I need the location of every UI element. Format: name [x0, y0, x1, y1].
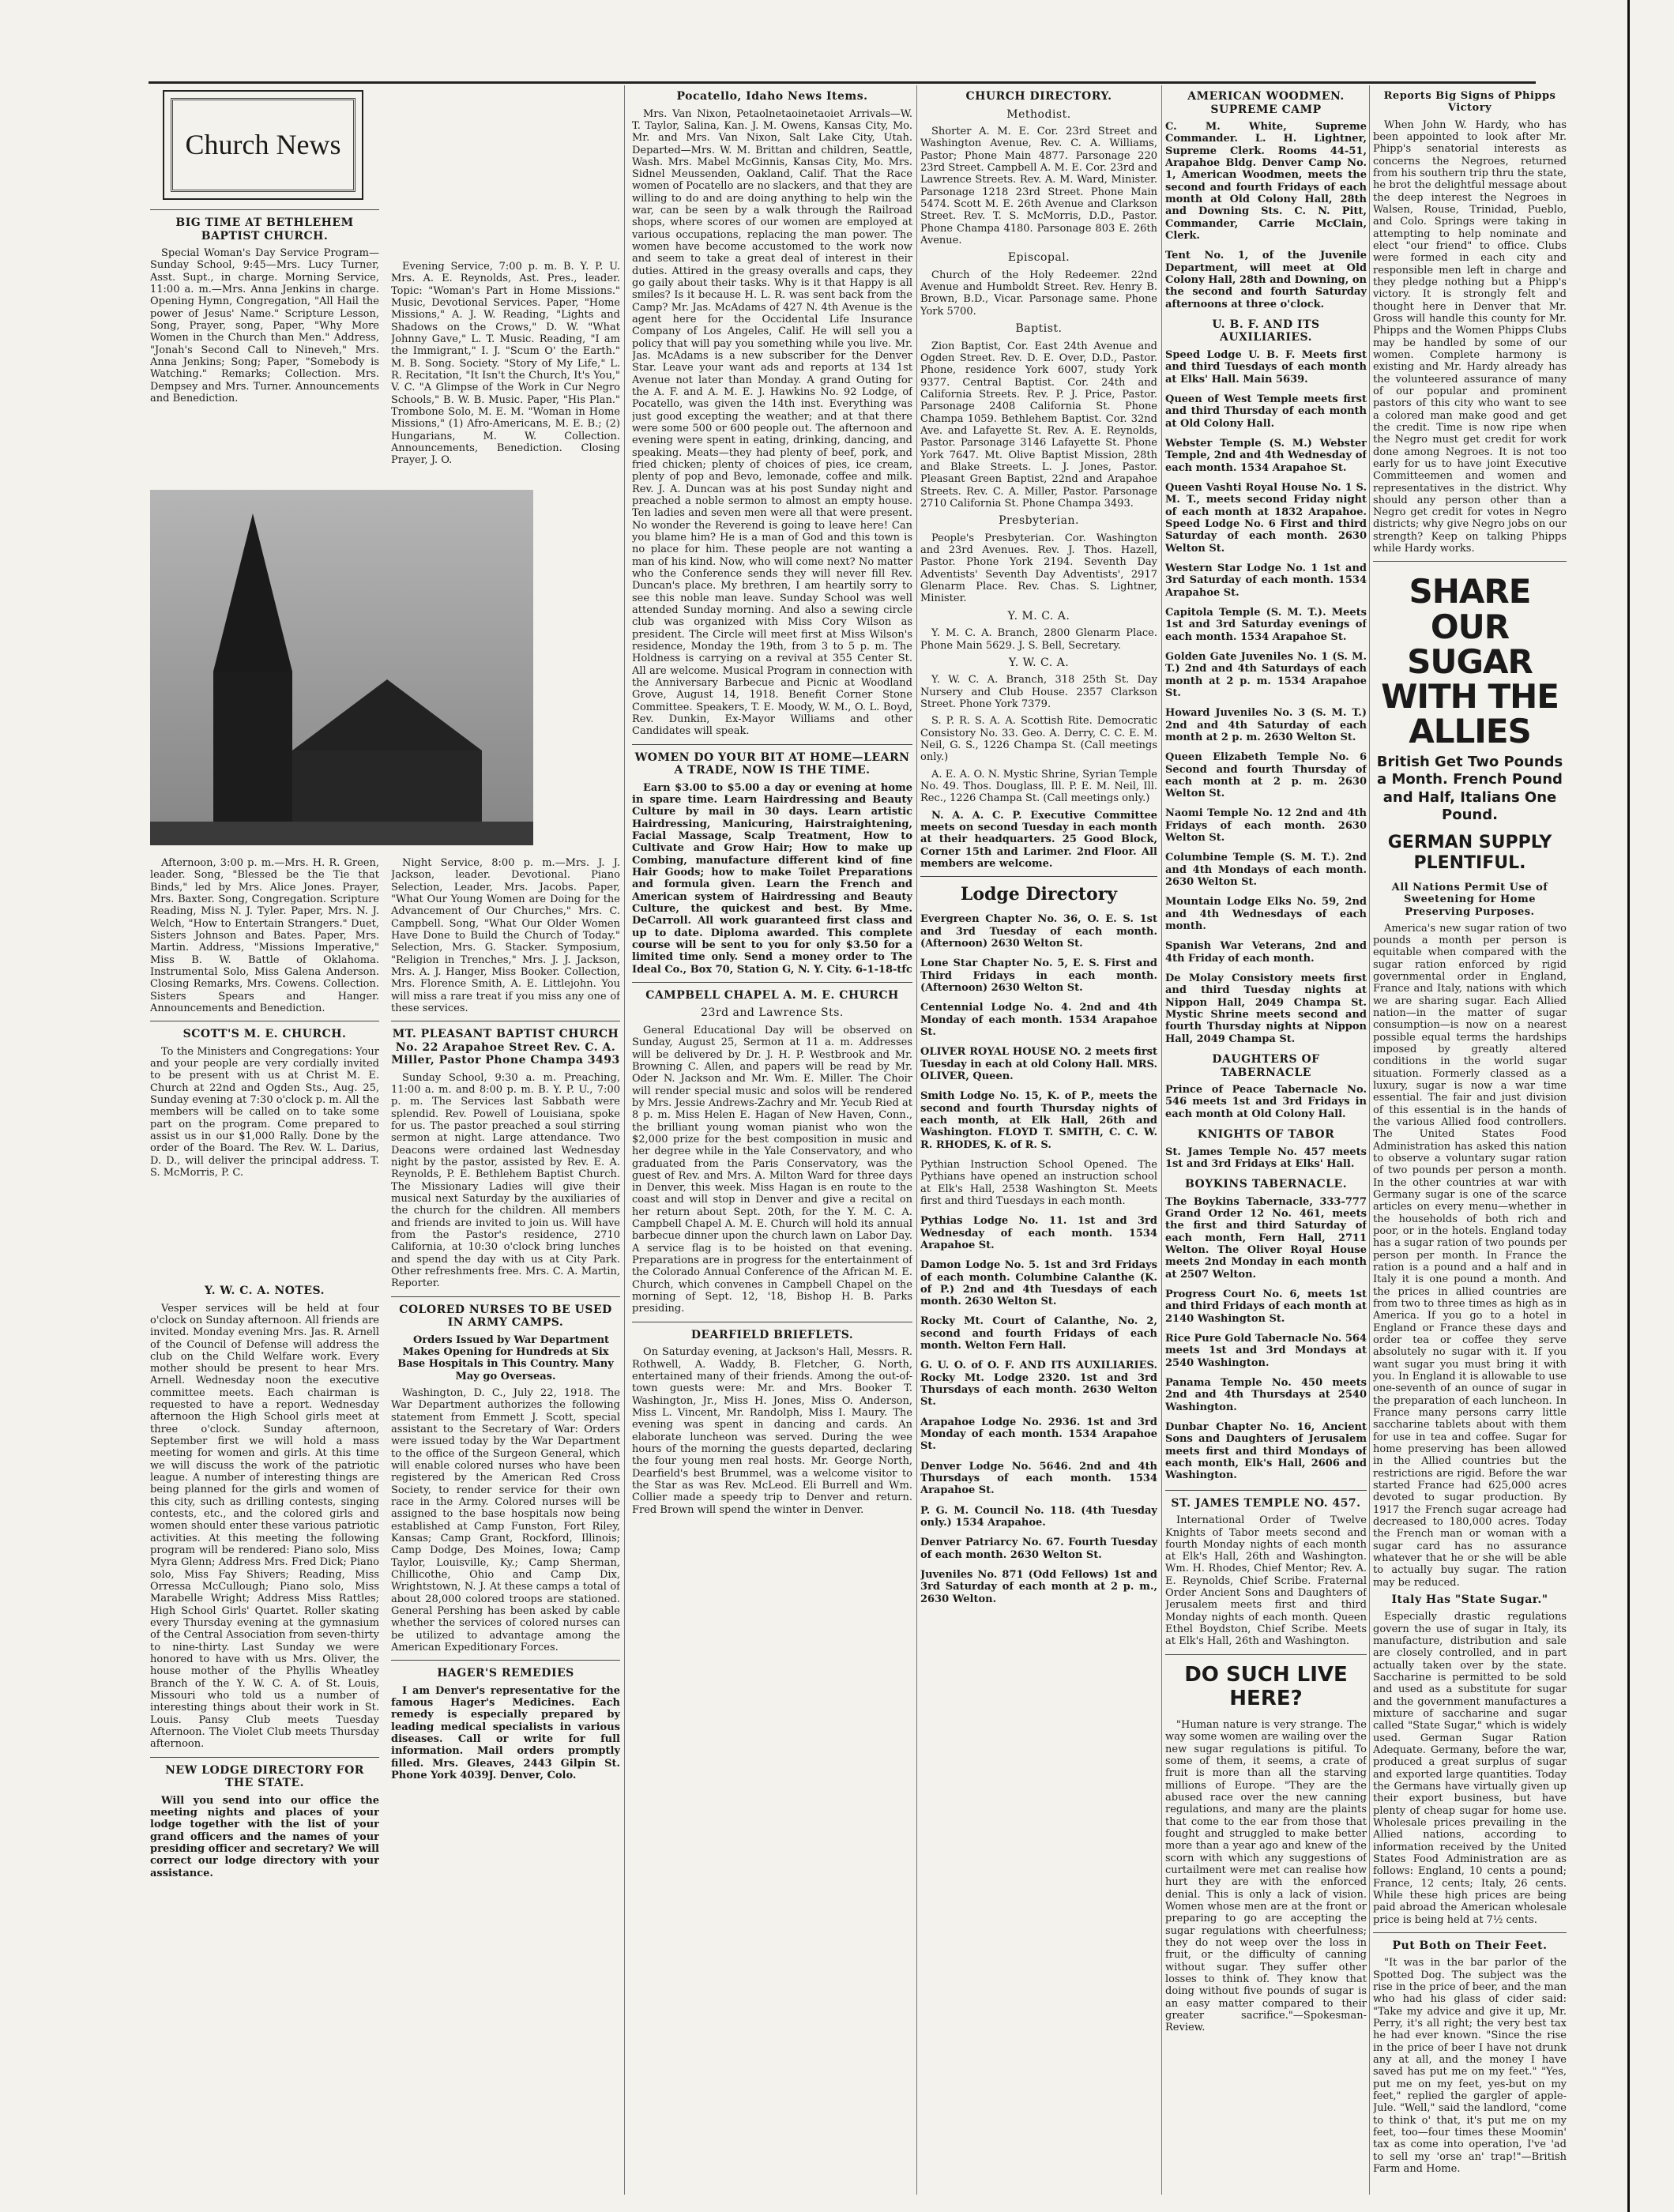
divider [391, 1660, 620, 1661]
directory-text: N. A. A. C. P. Executive Committee meets on second Tuesday in each month at their headquarters. 25 Good Block, Corner 15th and Larimer. 2nd Floor. All members are welcome. [920, 809, 1157, 871]
article-text: International Order of Twelve Knights of Tabor meets second and fourth Monday nights of each month at Elk's Hall, 26th and Washington. Wm. H. Rhodes, Chief Mentor; Rev. A. E. Reynolds, Chief Scribe. Fraternal Order Ancient Sons and Daughters of Jerusalem meets first and third Monday nights of each month. Queen Ethel Boydston, Chief Scribe. Meets at Elk's Hall, 26th and Washington. [1165, 1514, 1367, 1648]
lodge-entry: Howard Juveniles No. 3 (S. M. T.) 2nd and 4th Saturday of each month at 2 p. m. 2630 Welton St. [1165, 707, 1367, 743]
lodge-entry: Speed Lodge U. B. F. Meets first and third Tuesdays of each month at Elks' Hall. Main 5639. [1165, 348, 1367, 386]
lodge-entry: P. G. M. Council No. 118. (4th Tuesday only.) 1534 Arapahoe. [920, 1504, 1157, 1529]
divider [150, 209, 379, 210]
section-title: Church News [171, 98, 355, 192]
directory-text: Church of the Holy Redeemer. 22nd Avenue and Humboldt Street. Rev. Henry B. Brown, B.D., Vicar. Parsonage same. Phone York 5700. [920, 269, 1157, 318]
article-text: Evening Service, 7:00 p. m. B. Y. P. U. Mrs. A. E. Reynolds, Ast. Pres., leader. Topic: "Woman's Part in Home Missions." Music, Devotional Services. Paper, "Home Missions," A. J. W. Reading, "Lights and Shadows on the Crows," D. W. "What Johnny Gave," L. T. Music. Reading, "I am the Immigrant," I. J. "Scum O' the Earth." M. B. Song. Society. "Story of My Life," L. R. Recitation, "It Isn't the Church, It's You," V. C. "A Glimpse of the Work in Cur Negro Schools," B. W. B. Music. Paper, "His Plan." Trombone Solo, M. E. M. "Woman in Home Missions," (1) Afro-Americans, M. E. B.; (2) Hungarians, M. W. Collection. Announcements, Benediction. Closing Prayer, J. O. [391, 261, 620, 466]
article-text: "It was in the bar parlor of the Spotted Dog. The subject was the rise in the price of beer, and the man who had his glass of cider said: "Take my advice and give it up, Mr. Perry, it's all right; the very best tax he had ever known. "Since the rise in the price of beer I have not drunk any at all, and the money I have saved has put me on my feet." "Yes, put me on my feet, yes-but on my feet," replied the gargler of apple-Jule. "Well," said the landlord, "come to think o' that, it's put me on my feet, too—four times these Moomin' tax as come into operation, I've 'ad to sell my 'orse an' trap!"—British Farm and Home. [1373, 1957, 1567, 2176]
sugar-subheadline-2: GERMAN SUPPLY PLENTIFUL. [1387, 832, 1552, 873]
lodge-entry: Spanish War Veterans, 2nd and 4th Friday of each month. [1165, 940, 1367, 965]
lodge-entry: Evergreen Chapter No. 36, O. E. S. 1st and 3rd Tuesday of each month. (Afternoon) 2630 Welton St. [920, 913, 1157, 950]
directory-heading: CHURCH DIRECTORY. [965, 90, 1112, 103]
divider [391, 1296, 620, 1297]
column-1-bottom [150, 1280, 379, 2204]
article-heading: HAGER'S REMEDIES [437, 1667, 574, 1680]
lodge-entry: Lone Star Chapter No. 5, E. S. First and Third Fridays in each month. (Afternoon) 2630 Welton St. [920, 957, 1157, 994]
lodge-entry: Queen Elizabeth Temple No. 6 Second and fourth Thursday of each month at 2 p. m. 2630 Welton St. [1165, 751, 1367, 800]
article-text: When John W. Hardy, who has been appointed to look after Mr. Phipp's senatorial interests as concerns the Negroes, returned from his southern trip thru the state, he brot the delightful message about the deep interest the Negroes in Walsen, Rouse, Trinidad, Pueblo, and Colo. Springs were taking in attempting to help nominate and elect "our friend" to office. Clubs were formed in each city and responsible men left in charge and they pledge nothing but a Phipp's victory. It is strongly felt and thought here in Denver that Mr. Gross will handle this county for Mr. Phipps and the Women Phipps Clubs may be handled by some of our women. Complete harmony is existing and Mr. Hardy already has the volunteered assurance of many of our popular and prominent pastors of this city who want to see a colored man make good and get the credit. Time is now ripe when the Negro must get credit for work done among Negroes. It is not too early for us to have joint Executive Committeemen and women and representatives in the district. Why should any person other than a Negro get credit for votes in Negro districts; why give Negro jobs on our strength? Keep on talking Phipps while Hardy works. [1373, 118, 1567, 555]
column-divider [1369, 85, 1370, 2195]
divider [632, 982, 912, 983]
lodge-entry: Webster Temple (S. M.) Webster Temple, 2nd and 4th Wednesday of each month. 1534 Arapahoe St. [1165, 437, 1367, 474]
lodge-entry: Rocky Mt. Court of Calanthe, No. 2, second and fourth Fridays of each month. Welton Fern Hall. [920, 1315, 1157, 1352]
lodge-entry: Smith Lodge No. 15, K. of P., meets the second and fourth Thursday nights of each month, at Elk Hall, 26th and Washington. FLOYD T. SMITH, C. C. W. R. RHODES, K. of R. S. [920, 1090, 1157, 1151]
lodge-entry: C. M. White, Supreme Commander. L. H. Lightner, Supreme Clerk. Rooms 44-51, Arapahoe Bldg. Denver Camp No. 1, American Woodmen, meets the second and fourth Fridays of each month at Old Colony Hall, 28th and Downing Sts. C. N. Pitt, Commander, Carrie McClain, Clerk. [1165, 121, 1367, 242]
directory-text: Zion Baptist, Cor. East 24th Avenue and Ogden Street. Rev. D. E. Over, D.D., Pastor. Phone, residence York 6007, study York 9377. Central Baptist. Cor. 24th and California Streets. Rev. P. J. Price, Pastor. Parsonage 2408 California St. Phone Champa 1059. Bethlehem Baptist. Cor. 32nd Ave. and Lafayette St. Rev. A. E. Reynolds, Pastor. Parsonage 3146 Lafayette St. Phone York 7647. Mt. Olive Baptist Mission, 28th and Blake Streets. L. J. Jones, Pastor. Pleasant Green Baptist, 22nd and Arapahoe Streets. Rev. C. A. Miller, Pastor. Parsonage 2710 California St. Phone Champa 3493. [920, 340, 1157, 510]
column-5 [1373, 85, 1567, 2203]
lodge-entry: Pythias Lodge No. 11. 1st and 3rd Wednesday of each month. 1534 Arapahoe St. [920, 1215, 1157, 1251]
article-heading: BOYKINS TABERNACLE. [1184, 1178, 1348, 1191]
article-text: "Human nature is very strange. The way some women are wailing over the new sugar regulations is pitiful. To some of them, it seems, a crate of fruit is more than all the starving millions of Europe. "They are the abused race over the new canning regulations, and many are the plaints that come to the ear from those that fought and struggled to make better more than a year ago and knew of the scorn with which any suggestions of curtailment were met can realise how hurt they are with the enforced denial. This is only a lack of vision. Women whose men are at the front or preparing to go are accepting the sugar regulations with cheerfulness; they do not weep over the loss in fruit, or the difficulty of canning without sugar. They suffer other losses to think of. They know that doing without five pounds of sugar is an easy matter compared to their greater sacrifice."—Spokesman-Review. [1165, 1719, 1367, 2034]
lodge-entry: Golden Gate Juveniles No. 1 (S. M. T.) 2nd and 4th Saturdays of each month at 2 p. m. 1534 Arapahoe St. [1165, 650, 1367, 699]
article-text: Sunday School, 9:30 a. m. Preaching, 11:00 a. m. and 8:00 p. m. B. Y. P. U., 7:00 p. m. The Services last Sabbath were splendid. Rev. Powell of Louisiana, spoke for us. The pastor preached a soul stirring sermon at night. Large attendance. Two Deacons were ordained last Wednesday night by the pastor, assisted by Rev. E. A. Reynolds, P. E. Bethlehem Baptist Church. The Missionary Ladies will give their musical next Saturday by the auxiliaries of the church for the children. All members and friends are invited to join us. Will have from the Pastor's residence, 2710 California, at 10:30 o'clock bring lunches and spend the day with us at City Park. Other refreshments free. Mrs. C. A. Martin, Reporter. [391, 1071, 620, 1290]
church-photo [150, 490, 533, 845]
lodge-entry: Western Star Lodge No. 1 1st and 3rd Saturday of each month. 1534 Arapahoe St. [1165, 562, 1367, 599]
lodge-entry: Arapahoe Lodge No. 2936. 1st and 3rd Monday of each month. 1534 Arapahoe St. [920, 1416, 1157, 1453]
article-heading: MT. PLEASANT BAPTIST CHURCH No. 22 Arapahoe Street Rev. C. A. Miller, Pastor Phone Champa 3493 [391, 1028, 620, 1067]
lodge-entry: Queen Vashti Royal House No. 1 S. M. T., meets second Friday night of each month at 1832 Arapahoe. Speed Lodge No. 6 First and third Saturday of each month. 2630 Welton St. [1165, 481, 1367, 555]
lodge-entry: Tent No. 1, of the Juvenile Department, will meet at Old Colony Hall, 28th and Downing, on the second and fourth Saturday afternoons at three o'clock. [1165, 250, 1367, 310]
article-text: Especially drastic regulations govern the use of sugar in Italy, its manufacture, distribution and sale are closely controlled, and in part actually taken over by the state. Saccharine is permitted to be sold and used as a substitute for sugar and the government manufactures a mixture of saccharine and sugar called "State Sugar," which is widely used. German Sugar Ration Adequate. Germany, before the war, produced a great surplus of sugar and exported large quantities. Today the Germans have virtually given up their export business, but have plenty of cheap sugar for home use. Wholesale prices prevailing in the Allied nations, according to information received by the United States Food Administration are as follows: England, 10 cents a pound; France, 12 cents; Italy, 26 cents. While these high prices are being paid abroad the American wholesale price is being held at 7½ cents. [1373, 1611, 1567, 1926]
denomination-label: Episcopal. [1007, 251, 1070, 265]
article-heading: U. B. F. AND ITS AUXILIARIES. [1212, 318, 1320, 344]
article-heading: NEW LODGE DIRECTORY FOR THE STATE. [165, 1763, 364, 1790]
article-heading: DAUGHTERS OF TABERNACLE [1212, 1053, 1320, 1079]
article-heading: ST. JAMES TEMPLE NO. 457. [1171, 1496, 1361, 1510]
divider [1373, 1932, 1567, 1933]
lodge-entry: St. James Temple No. 457 meets 1st and 3rd Fridays at Elks' Hall. [1165, 1146, 1367, 1170]
divider [1165, 1490, 1367, 1491]
denomination-label: Methodist. [1006, 107, 1071, 121]
lodge-entry: Denver Lodge No. 5646. 2nd and 4th Thursdays of each month. 1534 Arapahoe St. [920, 1460, 1157, 1497]
section-logo [163, 90, 363, 200]
divider [632, 744, 912, 745]
article-text: To the Ministers and Congregations: Your and your people are very cordially invited to be present with us at Christ M. E. Church at 22nd and Ogden Sts., Aug. 25, Sunday evening at 7:30 o'clock p. m. All the members will be called on to take some part on the program. Come prepared to assist us in our $1,000 Rally. Done by the order of the Board. The Rev. W. L. Darius, D. D., will deliver the principal address. T. S. McMorris, P. C. [150, 1045, 379, 1179]
article-text: Afternoon, 3:00 p. m.—Mrs. H. R. Green, leader. Song, "Blessed be the Tie that Binds," led by Mrs. Alice Jones. Prayer, Mrs. Baxter. Song, Congregation. Scripture Reading, Miss N. J. Tyler. Paper, Mrs. N. J. Welch, "How to Entertain Strangers." Duet, Sisters Johnson and Bates. Paper, Mrs. Martin. Address, "Missions Imperative," Miss B. W. Battle of Oklahoma. Instrumental Solo, Miss Galena Anderson. Closing Remarks, Mrs. Cowens. Collection. Sisters Spears and Hanger. Announcements and Benediction. [150, 857, 379, 1014]
directory-text: Y. W. C. A. Branch, 318 25th St. Day Nursery and Club House. 2357 Clarkson Street. Phone York 7379. [920, 674, 1157, 711]
lodge-entry: OLIVER ROYAL HOUSE NO. 2 meets first Tuesday in each at old Colony Hall. MRS. OLIVER, Queen. [920, 1046, 1157, 1082]
article-heading: AMERICAN WOODMEN. SUPREME CAMP [1187, 90, 1345, 116]
article-text: Mrs. Van Nixon, Petaolnetaoinetaoiet Arrivals—W. T. Taylor, Salina, Kan. J. M. Owens, Kansas City, Mo. Mr. and Mrs. Van Nixon, Salt Lake City, Utah. Departed—Mrs. W. M. Brittan and children, Seattle, Wash. Mrs. Mabel McGinnis, Kansas City, Mo. Mrs. Sidnel Meussenden, Oakland, Calif. That the Race women of Pocatello are no slackers, and that they are willing to do and are doing anything to help win the war, can be seen by a walk through the Railroad shops, where scores of our women are employed at various occupations, replacing the man power. The women have become accustomed to the work now and seem to take a great deal of interest in their duties. Attired in the greasy overalls and caps, they go gaily about their tasks. Why is it that Happy is all smiles? Is it because H. L. R. was sent back from the Camp? Mr. Jas. McAdams of 427 N. 4th Avenue is the agent here for the Occidental Life Insurance Company of Los Angeles, Calif. He will sell you a policy that will pay you something while you live. Mr. Jas. McAdams is a new subscriber for the Denver Star. Leave your want ads and reports at 134 1st Avenue not later than Monday. A grand Outing for the A. F. and A. M. E. J. Hawkins No. 92 Lodge, of Pocatello, was given the 14th inst. Everything was just good excepting the weather; and at that there were some 500 or 600 people out. The afternoon and evening were spent in eating, drinking, dancing, and speaking. Meats—they had plenty of beef, pork, and fried chicken; plenty of choices of pies, ice cream, plenty of pop and Bevo, lemonade, coffee and milk. Rev. J. A. Duncan was at his post Sunday night and preached a noble sermon to almost an empty house. Ten ladies and seven men were all that were present. No wonder the Reverend is going to leave here! Can you blame him? He is a man of God and this town is no place for him. These people are not wanting a man of his kind. Now, who will come next? No matter who the Conference sends they will never fill Rev. Duncan's place. My brethren, I am heartily sorry to see this noble man leave. Sunday School was well attended Sunday morning. And also a sewing circle club was organized with Miss Cory Wilson as president. The Circle will meet first at Miss Wilson's residence, Monday the 19th, from 3 to 5 p. m. The Holdness is carrying on a revival at 355 Center St. All are welcome. Musical Program in connection with the Anniversary Barbecue and Picnic at Woodland Grove, August 14, 1918. Benefit Corner Stone Committee. Speakers, T. E. Moody, W. M., O. L. Boyd, Rev. Dunkin, Ex-Mayor Williams and other Candidates will speak. [632, 107, 912, 738]
directory-text: S. P. R. S. A. A. Scottish Rite. Democratic Consistory No. 33. Geo. A. Derry, C. C. E. M. Neil, G. S., 1226 Champa St. (Call meetings only.) [920, 715, 1157, 764]
directory-text: Y. M. C. A. Branch, 2800 Glenarm Place. Phone Main 5629. J. S. Bell, Secretary. [920, 627, 1157, 652]
article-text: Night Service, 8:00 p. m.—Mrs. J. J. Jackson, leader. Devotional. Piano Selection, Leader, Mrs. Jacobs. Paper, "What Our Young Women are Doing for the Advancement of Our Churches," Mrs. C. Campbell. Song, "What Our Older Women Have Done to Build the Church of Today." Selection, Mrs. G. Stacker. Symposium, "Religion in Trenches," Mrs. J. J. Jackson, Mrs. A. J. Hanger, Miss Booker. Collection, Mrs. Florence Smith, A. E. Littlejohn. You will miss a rare treat if you miss any one of these services. [391, 857, 620, 1014]
lodge-entry: Naomi Temple No. 12 2nd and 4th Fridays of each month. 2630 Welton St. [1165, 807, 1367, 845]
article-text: Washington, D. C., July 22, 1918. The War Department authorizes the following statement from Emmett J. Scott, special assistant to the Secretary of War: Orders were issued today by the War Department to the office of the Surgeon General, which will enable colored nurses who have been registered by the American Red Cross Society, to render service for their own race in the Army. Colored nurses will be assigned to the base hospitals now being established at Camp Funston, Fort Riley, Kansas; Camp Grant, Rockford, Illinois; Camp Dodge, Des Moines, Iowa; Camp Taylor, Louisville, Ky.; Camp Sherman, Chillicothe, Ohio and Camp Dix, Wrightstown, N. J. At these camps a total of about 28,000 colored troops are stationed. General Pershing has been asked by cable whether the services of colored nurses can be utilized to advantage among the American Expeditionary Forces. [391, 1387, 620, 1653]
article-text: Will you send into our office the meeting nights and places of your lodge together with the list of your grand officers and the names of your presiding officer and secretary? We will correct our lodge directory with your assistance. [150, 1794, 379, 1879]
sugar-subheadline-3: All Nations Permit Use of Sweetening for Home Preserving Purposes. [1391, 881, 1548, 918]
divider [1373, 561, 1567, 562]
article-heading: Y. W. C. A. NOTES. [204, 1285, 325, 1297]
lodge-entry: De Molay Consistory meets first and third Tuesday nights at Nippon Hall, 2049 Champa St. Mystic Shrine meets second and fourth Thursday nights at Nippon Hall, 2049 Champa St. [1165, 972, 1367, 1045]
sugar-subheadline: British Get Two Pounds a Month. French Pound and Half, Italians One Pound. [1376, 753, 1563, 824]
lodge-entry: Progress Court No. 6, meets 1st and third Fridays of each month at 2140 Washington St. [1165, 1288, 1367, 1325]
lodge-entry: G. U. O. of O. F. AND ITS AUXILIARIES. Rocky Mt. Lodge 2320. 1st and 3rd Thursdays of each month. 2630 Welton St. [920, 1360, 1157, 1409]
column-divider [1161, 85, 1162, 2195]
article-heading: BIG TIME AT BETHLEHEM BAPTIST CHURCH. [175, 216, 354, 243]
directory-text: A. E. A. O. N. Mystic Shrine, Syrian Temple No. 49. Thos. Douglass, Ill. P. E. M. Neil, Ill. Rec., 1226 Champa St. (Call meetings only.) [920, 768, 1157, 805]
column-2 [632, 85, 912, 2203]
lodge-entry: Prince of Peace Tabernacle No. 546 meets 1st and 3rd Fridays in each month at Old Colony Hall. [1165, 1084, 1367, 1120]
lodge-directory-heading: Lodge Directory [960, 884, 1118, 905]
lodge-entry: Denver Patriarcy No. 67. Fourth Tuesday of each month. 2630 Welton St. [920, 1537, 1157, 1561]
sugar-headline: SHARE OUR SUGAR WITH THE ALLIES [1381, 572, 1559, 750]
article-subheading: Orders Issued by War Department Makes Opening for Hundreds at Six Base Hospitals in This Country. Many May go Overseas. [397, 1334, 614, 1382]
denomination-label: Y. W. C. A. [1008, 656, 1070, 669]
lodge-entry: Queen of West Temple meets first and third Thursday of each month at Old Colony Hall. [1165, 393, 1367, 430]
divider [150, 1757, 379, 1758]
divider [1165, 1654, 1367, 1655]
lodge-entry: Dunbar Chapter No. 16, Ancient Sons and Daughters of Jerusalem meets first and third Mondays of each month, Elk's Hall, 2606 and Washington. [1165, 1421, 1367, 1482]
lodge-entry: Pythian Instruction School Opened. The Pythians have opened an instruction school at Elk's Hall, 2538 Washington St. Meets first and third Tuesdays in each month. [920, 1158, 1157, 1207]
church-photo-frame [150, 482, 620, 856]
column-3 [920, 85, 1157, 2203]
article-heading: Put Both on Their Feet. [1392, 1939, 1548, 1952]
article-subheading: 23rd and Lawrence Sts. [701, 1006, 844, 1020]
lodge-entry: The Boykins Tabernacle, 333-777 Grand Order 12 No. 461, meets the first and third Saturday of each month, Fern Hall, 2711 Welton. The Oliver Royal House meets 2nd Monday in each month at 2507 Welton. [1165, 1195, 1367, 1281]
lodge-entry: Columbine Temple (S. M. T.). 2nd and 4th Mondays of each month. 2630 Welton St. [1165, 852, 1367, 889]
lodge-entry: Mountain Lodge Elks No. 59, 2nd and 4th Wednesdays of each month. [1165, 896, 1367, 933]
right-edge-rule [1627, 0, 1630, 2212]
column-4 [1165, 85, 1367, 2203]
denomination-label: Presbyterian. [999, 514, 1079, 528]
directory-text: People's Presbyterian. Cor. Washington and 23rd Avenues. Rev. J. Thos. Hazell, Pastor. Phone York 2194. Seventh Day Adventists' Seventh Day Adventists', 2917 Glenarm Place. Rev. Chas. S. Lightner, Minister. [920, 532, 1157, 605]
lodge-entry: Capitola Temple (S. M. T.). Meets 1st and 3rd Saturday evenings of each month. 1534 Arapahoe St. [1165, 606, 1367, 643]
column-1b-lower [391, 857, 620, 2200]
column-divider [624, 85, 625, 2195]
column-1b [391, 261, 620, 466]
lodge-entry: Rice Pure Gold Tabernacle No. 564 meets 1st and 3rd Mondays at 2540 Washington. [1165, 1333, 1367, 1369]
lodge-entry: Juveniles No. 871 (Odd Fellows) 1st and 3rd Saturday of each month at 2 p. m., 2630 Welton. [920, 1569, 1157, 1605]
denomination-label: Baptist. [1015, 322, 1063, 336]
article-text: America's new sugar ration of two pounds a month per person is equitable when compared with the sugar ration enforced by rigid governmental order in England, France and Italy, nations with which we are sharing sugar. Each Allied nation—in the matter of sugar consumption—is now on a nearest possible equal terms the hardships imposed by greatly altered conditions in the world sugar situation. Formerly classed as a luxury, sugar is now a war time essential. The fair and just division of this essential is in the hands of the various Allied food controllers. The United States Food Administration has asked this nation to observe a voluntary sugar ration of two pounds per person a month. In the other countries at war with Germany sugar is one of the scarce articles on every menu—whether in the households of both rich and poor, or in the hotels. England today has a sugar ration of two pounds per person per month. In France the ration is a pound and a half and in Italy it is one pound a month. And the prices in allied countries are from two to three times as high as in America. If you go to a hotel in England or France these days and order tea or coffee they serve absolutely no sugar with it. If you want sugar you must bring it with you. In England it is allowable to use one-seventh of an ounce of sugar in the preparation of each luncheon. In France many persons carry little saccharine tablets about with them for use in tea and coffee. Sugar for home preserving has been allowed in the Allied countries but the restrictions are rigid. Before the war started France had 625,000 acres devoted to sugar production. By 1917 the French sugar acreage had decreased to 180,000 acres. Today the French man or woman with a sugar card has no assurance whatever that he or she will be able to actually buy sugar. The ration may be reduced. [1373, 922, 1567, 1589]
article-text: On Saturday evening, at Jackson's Hall, Messrs. R. Rothwell, A. Waddy, B. Fletcher, G. North, entertained many of their friends. Among the out-of-town guests were: Mr. and Mrs. Booker T. Washington, Jr., Miss H. Jones, Miss O. Anderson, Miss L. Vincent, Mr. Randolph, Miss I. Maury. The evening was spent in dancing and cards. An elaborate luncheon was served. During the wee hours of the morning the guests departed, declaring the four young men real hosts. Mr. George North, Dearfield's best Brummel, was a welcome visitor to the Star as was Rev. McLeod. Eli Burrell and Wm. Collier made a speedy trip to Denver and return. Fred Brown will spend the winter in Denver. [632, 1346, 912, 1516]
article-text: Vesper services will be held at four o'clock on Sunday afternoon. All friends are invited. Monday evening Mrs. Jas. R. Arnell of the Council of Defense will address the club on the Child Welfare work. Every mother should be present to hear Mrs. Arnell. Wednesday noon the executive committee meets. Each chairman is requested to have a report. Wednesday afternoon the High School girls meet at three o'clock. Sunday afternoon, September first we will hold a mass meeting for women and girls. At this time we will discuss the work of the patriotic league. A number of interesting things are being planned for the girls and women of this city, such as drilling contests, singing contests, etc., and the colored girls and women should enter these various patriotic activities. At this meeting the following program will be rendered: Piano solo, Miss Myra Glenn; Address Mrs. Fred Dick; Piano solo, Miss Fay Shivers; Reading, Miss Orressa McCullough; Piano solo, Miss Marabelle Wright; Address Miss Rattles; High School Girls' Quartet. Roller skating every Thursday evening at the gymnasium of the Central Association from seven-thirty to nine-thirty. Last Sunday we were honored to have with us Mrs. Oliver, the house mother of the Phyllis Wheatley Branch of the Y. W. C. A. of St. Louis, Missouri who told us a number of interesting things about their work in St. Louis. Pansy Club meets Tuesday Afternoon. The Violet Club meets Thursday afternoon. [150, 1302, 379, 1751]
top-rule [149, 81, 1536, 84]
article-text: Special Woman's Day Service Program— Sunday School, 9:45—Mrs. Lucy Turner, Asst. Supt., in charge. Morning Service, 11:00 a. m.—Mrs. Anna Jenkins in charge. Opening Hymn, Congregation, "All Hail the power of Jesus' Name." Scripture Lesson, Song, Prayer, song, Paper, "Why More Women in the Church than Men." Address, "Jonah's Second Call to Nineveh," Mrs. Anna Jenkins; Song; Paper, "Somebody is Watching." Remarks; Collection. Mrs. Dempsey and Mrs. Turner. Announcements and Benediction. [150, 247, 379, 404]
column-divider [916, 85, 917, 2195]
article-text: I am Denver's representative for the famous Hager's Medicines. Each remedy is especially prepared by leading medical specialists in various diseases. Call or write for full information. Mail orders promptly filled. Mrs. Gleaves, 2443 Gilpin St. Phone York 4039J. Denver, Colo. [391, 1684, 620, 1782]
lodge-entry: Centennial Lodge No. 4. 2nd and 4th Monday of each month. 1534 Arapahoe St. [920, 1002, 1157, 1038]
article-heading: KNIGHTS OF TABOR [1197, 1128, 1335, 1142]
article-heading: DEARFIELD BRIEFLETS. [690, 1328, 854, 1341]
article-text: Earn $3.00 to $5.00 a day or evening at home in spare time. Learn Hairdressing and Beauty Culture by mail in 30 days. Learn artistic Hairdressing, Manicuring, Hairstraightening, Facial Massage, Scalp Treatment, How to Cultivate and Grow Hair; How to make up Combing, manufacture different kind of fine Hair Goods; how to make Toilet Preparations and formula given. Learn the French and American system of Hairdressing and Beauty Culture, the quickest and best. By Mme. DeCarroll. All work guaranteed first class and up to date. Diploma awarded. This complete course will be sent to you for only $3.50 for a limited time only. Send a money order to The Ideal Co., Box 70, Station G, N. Y. City. 6-1-18-tfc [632, 781, 912, 976]
article-heading: WOMEN DO YOUR BIT AT HOME—LEARN A TRADE, NOW IS THE TIME. [634, 750, 910, 777]
article-heading: Italy Has "State Sugar." [1391, 1593, 1548, 1606]
article-heading: Pocatello, Idaho News Items. [676, 90, 868, 103]
lodge-entry: Damon Lodge No. 5. 1st and 3rd Fridays of each month. Columbine Calanthe (K. of P.) 2nd and 4th Tuesdays of each month. 2630 Welton St. [920, 1259, 1157, 1308]
article-text: General Educational Day will be observed on Sunday, August 25, Sermon at 11 a. m. Addresses will be delivered by Dr. J. H. P. Westbrook and Mr. Browning C. Allen, and papers will be read by Mr. Oder N. Jackson and Mr. Wm. E. Miller. The Choir will render special music and solos will be rendered by Mrs. Jessie Andrews-Zachry and Mr. Yecub Ried at 8 p. m. Miss Helen E. Hagan of New Haven, Conn., the brilliant young woman pianist who won the $2,000 prize for the best composition in music and her degree while in the Yale Conservatory, and who graduated from the Paris Conservatory, was the guest of Rev. and Mrs. A. Milton Ward for three days in Denver, this week. Miss Hagan is en route to the coast and will stop in Denver and give a recital on her return about Sept. 20th, for the Y. M. C. A. Campbell Chapel A. M. E. Church will hold its annual barbecue dinner upon the church lawn on Labor Day. A service flag is to be hoisted on that evening. Preparations are in progress for the entertainment of the Colorado Annual Conference of the African M. E. Church, which convenes in Campbell Chapel on the morning of Sept. 12, '18, Bishop H. B. Parks presiding. [632, 1024, 912, 1315]
column-1-lower [150, 857, 379, 1268]
article-heading: DO SUCH LIVE HERE? [1184, 1662, 1348, 1711]
article-heading: Reports Big Signs of Phipps Victory [1383, 90, 1556, 115]
divider [920, 876, 1157, 877]
article-heading: CAMPBELL CHAPEL A. M. E. CHURCH [645, 988, 899, 1002]
directory-text: Shorter A. M. E. Cor. 23rd Street and Washington Avenue, Rev. C. A. Williams, Pastor; Phone Main 4877. Parsonage 220 23rd Street. Campbell A. M. E. Cor. 23rd and Lawrence Streets. Rev. A. M. Ward, Minister. Parsonage 1218 23rd Street. Phone Main 5474. Scott M. E. 26th Avenue and Clarkson Street. Rev. T. S. McMorris, D.D., Pastor. Phone Champa 4180. Parsonage 803 E. 26th Avenue. [920, 126, 1157, 246]
lodge-entry: Panama Temple No. 450 meets 2nd and 4th Thursdays at 2540 Washington. [1165, 1377, 1367, 1413]
article-heading: COLORED NURSES TO BE USED IN ARMY CAMPS. [399, 1303, 612, 1330]
denomination-label: Y. M. C. A. [1007, 609, 1070, 623]
article-heading: SCOTT'S M. E. CHURCH. [182, 1028, 347, 1041]
